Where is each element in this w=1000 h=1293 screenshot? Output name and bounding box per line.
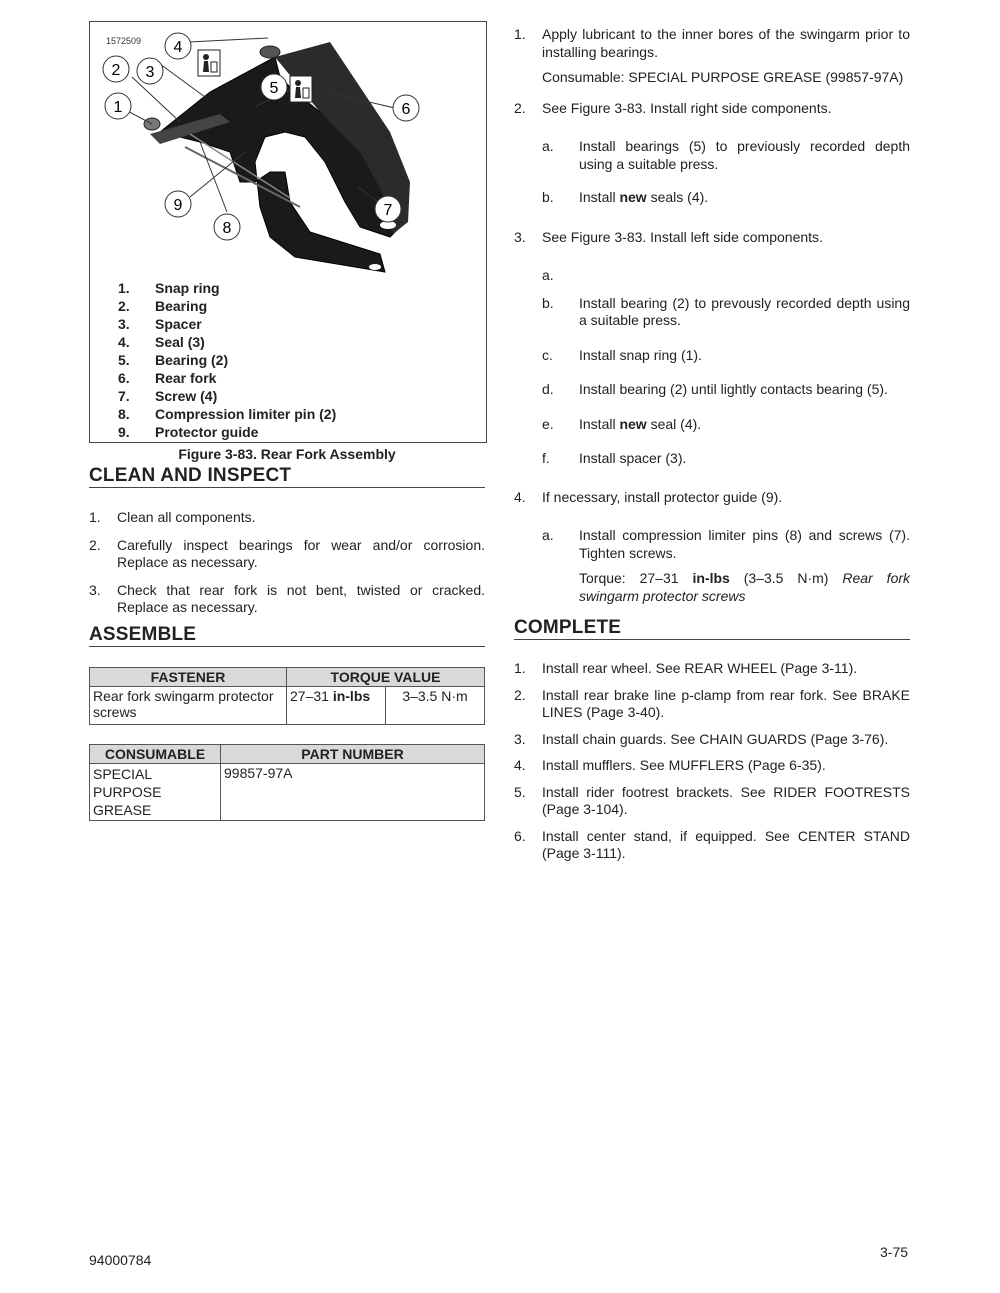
table-cell: 27–31 in-lbs xyxy=(287,687,386,725)
callout-6 xyxy=(393,95,419,121)
clean-list xyxy=(89,509,485,617)
svg-text:6: 6 xyxy=(401,101,411,118)
table-header: PART NUMBER xyxy=(221,745,485,764)
step-1: 1. Apply lubricant to the inner bores of the swingarm prior to installing bearings. xyxy=(514,26,910,60)
svg-text:8: 8 xyxy=(222,220,232,237)
legend-item: 9. Protector guide xyxy=(118,424,259,440)
page-number: 3-75 xyxy=(880,1244,909,1260)
figure-caption: Figure 3-83. Rear Fork Assembly xyxy=(178,446,396,462)
rear-fork-illustration xyxy=(90,22,486,277)
list-item: 2. Install rear brake line p-clamp from rear fork. See BRAKE LINES (Page 3-40). xyxy=(514,686,910,720)
step-3a: a. xyxy=(542,267,554,283)
callout-5 xyxy=(261,74,287,100)
svg-text:2: 2 xyxy=(111,62,121,79)
step-3b: b. Install bearing (2) to prevously recorded depth using a suitable press. xyxy=(542,294,910,328)
callout-3 xyxy=(137,58,163,84)
list-item: 6. Install center stand, if equipped. See CENTER STAND (Page 3-111). xyxy=(514,827,910,861)
step-4a: a. Install compression limiter pins (8) and screws (7). Tighten screws. xyxy=(542,527,910,561)
list-item: 1. Install rear wheel. See REAR WHEEL (Page 3-11). xyxy=(514,660,858,676)
callout-8 xyxy=(214,214,240,240)
step-3f: f. Install spacer (3). xyxy=(542,450,687,466)
table-cell: Rear fork swingarm protector screws xyxy=(90,687,287,725)
list-item: 4. Install mufflers. See MUFFLERS (Page 6-35). xyxy=(514,757,826,773)
svg-text:4: 4 xyxy=(173,39,183,56)
complete-list xyxy=(514,660,910,863)
svg-text:7: 7 xyxy=(383,202,393,219)
table-header: FASTENER xyxy=(90,668,287,687)
lubricant-icon xyxy=(290,76,312,102)
figure-legend xyxy=(118,279,336,441)
step-3: 3. See Figure 3-83. Install left side components. xyxy=(514,228,823,245)
legend-item: 5. Bearing (2) xyxy=(118,352,229,368)
step-3c: c. Install snap ring (1). xyxy=(542,346,702,363)
torque-spec: Torque: 27–31 in-lbs (3–3.5 N·m) Rear fork swingarm protector screws xyxy=(579,570,911,604)
step-2b: b. Install new seals (4). xyxy=(542,189,709,205)
table-header: TORQUE VALUE xyxy=(287,668,485,687)
legend-item: 3. Spacer xyxy=(118,316,202,332)
list-item: 2. Carefully inspect bearings for wear and/or corrosion. Replace as necessary. xyxy=(89,536,485,570)
legend-item: 6. Rear fork xyxy=(118,370,217,386)
consumable-table xyxy=(89,744,485,821)
step-1-consumable: Consumable: SPECIAL PURPOSE GREASE (99857-97A) xyxy=(542,69,904,85)
document-number: 94000784 xyxy=(89,1252,152,1268)
section-heading-clean: CLEAN AND INSPECT xyxy=(89,465,485,488)
section-heading-assemble: ASSEMBLE xyxy=(89,624,485,647)
step-4: 4. If necessary, install protector guide (9). xyxy=(514,488,783,505)
svg-text:5: 5 xyxy=(269,80,279,97)
lubricant-icon xyxy=(198,50,220,76)
callout-9 xyxy=(165,191,191,217)
legend-item: 1. Snap ring xyxy=(118,280,220,296)
step-3e: e. Install new seal (4). xyxy=(542,415,702,432)
figure-box xyxy=(89,21,487,443)
table-cell: 3–3.5 N·m xyxy=(386,687,485,725)
legend-item: 8. Compression limiter pin (2) xyxy=(118,406,337,422)
fastener-table xyxy=(89,667,485,725)
table-cell: SPECIAL PURPOSE GREASE xyxy=(90,764,221,821)
figure-id: 1572509 xyxy=(106,36,142,46)
callout-1 xyxy=(105,93,131,119)
section-heading-complete: COMPLETE xyxy=(514,617,910,640)
svg-text:3: 3 xyxy=(145,64,155,81)
list-item: 5. Install rider footrest brackets. See RIDER FOOTRESTS (Page 3-104). xyxy=(514,783,910,817)
list-item: 3. Check that rear fork is not bent, twisted or cracked. Replace as necessary. xyxy=(89,581,485,615)
callout-2 xyxy=(103,56,129,82)
callout-4 xyxy=(165,33,191,59)
legend-item: 4. Seal (3) xyxy=(118,334,205,350)
table-header: CONSUMABLE xyxy=(90,745,221,764)
step-2: 2. See Figure 3-83. Install right side components. xyxy=(514,99,832,116)
table-cell: 99857-97A xyxy=(221,764,485,821)
svg-text:1: 1 xyxy=(113,99,123,116)
list-item: 3. Install chain guards. See CHAIN GUARDS (Page 3-76). xyxy=(514,730,889,747)
callout-7 xyxy=(375,196,401,222)
svg-text:9: 9 xyxy=(173,197,183,214)
step-3d: d. Install bearing (2) until lightly contacts bearing (5). xyxy=(542,381,888,397)
legend-item: 2. Bearing xyxy=(118,298,208,314)
step-2a: a. Install bearings (5) to previously recorded depth using a suitable press. xyxy=(542,138,910,172)
list-item: 1. Clean all components. xyxy=(89,509,256,525)
right-steps xyxy=(514,26,910,605)
legend-item: 7. Screw (4) xyxy=(118,388,218,404)
